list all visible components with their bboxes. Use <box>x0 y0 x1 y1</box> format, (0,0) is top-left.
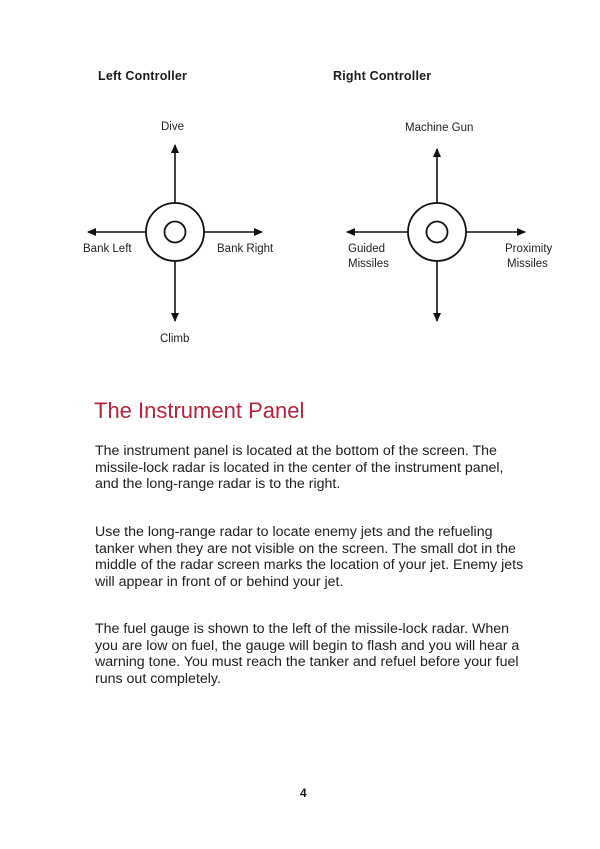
label-bank-right: Bank Right <box>217 243 274 255</box>
label-dive: Dive <box>161 121 185 133</box>
label-climb: Climb <box>160 333 190 345</box>
section-heading: The Instrument Panel <box>94 398 305 423</box>
left-controller-title: Left Controller <box>98 69 188 83</box>
paragraph-2: Use the long-range radar to locate enemy jets and the refueling tanker when they are not visible on the screen. The small dot in the middle of the radar screen marks the location of your jet. Enemy jets will appear in front of or behind your jet. <box>95 524 524 591</box>
label-guided-line2: Missiles <box>348 258 389 270</box>
label-guided-line1: Guided <box>348 243 386 255</box>
label-machine-gun: Machine Gun <box>405 122 474 134</box>
joystick-knob-icon <box>427 222 448 243</box>
label-proximity-line1: Proximity <box>505 243 553 255</box>
page-number: 4 <box>300 786 307 800</box>
joystick-knob-icon <box>165 222 186 243</box>
label-guided-missiles <box>348 242 389 272</box>
label-proximity-line2: Missiles <box>507 258 548 270</box>
paragraph-3: The fuel gauge is shown to the left of the missile-lock radar. When you are low on fuel, the gauge will begin to flash and you will hear a warning tone. You must reach the tanker and refuel before your fuel runs out completely. <box>95 621 520 688</box>
right-controller-title: Right Controller <box>333 69 432 83</box>
label-proximity-missiles <box>505 242 552 272</box>
left-dpad <box>88 145 262 321</box>
paragraph-1: The instrument panel is located at the bottom of the screen. The missile-lock radar is located in the center of the instrument panel, and the long-range radar is to the right. <box>95 443 504 493</box>
label-bank-left: Bank Left <box>83 243 132 255</box>
right-dpad <box>347 149 525 321</box>
